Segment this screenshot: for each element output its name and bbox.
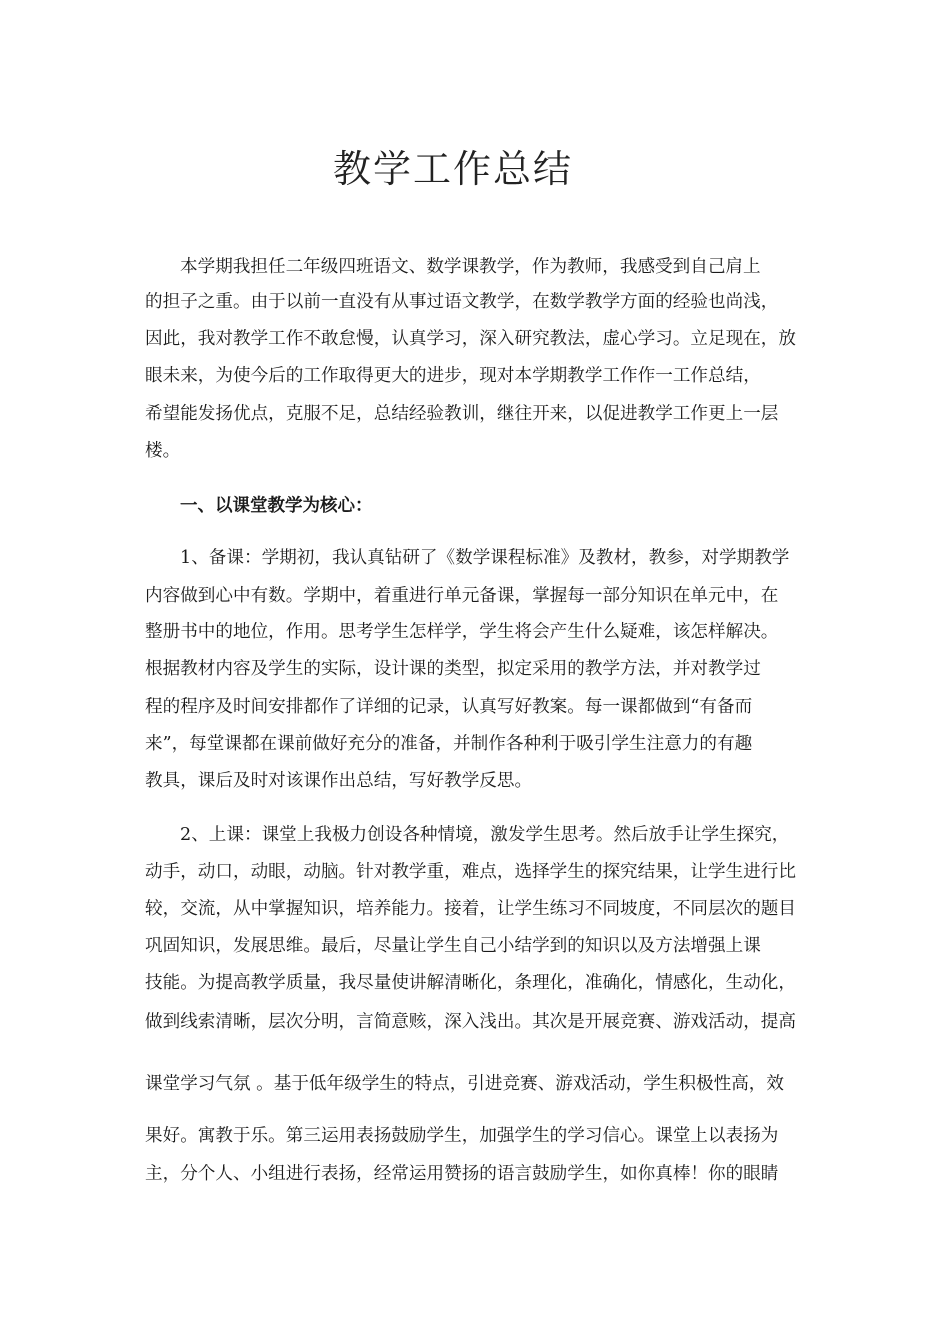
paragraph-line: 较，交流，从中掌握知识，培养能力。接着，让学生练习不同坡度，不同层次的题目 <box>145 899 796 919</box>
paragraph-line: 楼。 <box>145 441 181 461</box>
paragraph-line: 来”，每堂课都在课前做好充分的准备，并制作各种利于吸引学生注意力的有趣 <box>145 734 753 754</box>
paragraph-line: 技能。为提高教学质量，我尽量使讲解清晰化，条理化，准确化，情感化，生动化， <box>145 973 796 993</box>
paragraph-line: 教具，课后及时对该课作出总结，写好教学反思。 <box>145 771 533 791</box>
paragraph-line: 根据教材内容及学生的实际，设计课的类型，拟定采用的教学方法，并对教学过 <box>145 659 761 679</box>
paragraph-line: 主，分个人、小组进行表扬，经常运用赞扬的语言鼓励学生，如你真棒！你的眼睛 <box>145 1164 779 1184</box>
paragraph-line: 果好。寓教于乐。第三运用表扬鼓励学生，加强学生的学习信心。课堂上以表扬为 <box>145 1126 779 1146</box>
paragraph-line: 整册书中的地位，作用。思考学生怎样学，学生将会产生什么疑难，该怎样解决。 <box>145 622 779 642</box>
paragraph-line: 因此，我对教学工作不敢怠慢，认真学习，深入研究教法，虚心学习。立足现在，放 <box>145 329 796 349</box>
paragraph-line: 2、上课：课堂上我极力创设各种情境，激发学生思考。然后放手让学生探究， <box>180 825 790 845</box>
paragraph-line: 课堂学习气氛 。基于低年级学生的特点，引进竞赛、游戏活动，学生积极性高，效 <box>145 1074 784 1094</box>
paragraph-line: 程的程序及时间安排都作了详细的记录，认真写好教案。每一课都做到“有备而 <box>145 697 753 717</box>
paragraph-line: 本学期我担任二年级四班语文、数学课教学，作为教师，我感受到自己肩上 <box>180 257 761 277</box>
paragraph-line: 的担子之重。由于以前一直没有从事过语文教学，在数学教学方面的经验也尚浅， <box>145 292 779 312</box>
paragraph-line: 1、备课：学期初，我认真钻研了《数学课程标准》及教材，教参，对学期教学 <box>180 548 790 568</box>
paragraph-line: 内容做到心中有数。学期中，着重进行单元备课，掌握每一部分知识在单元中，在 <box>145 586 779 606</box>
paragraph-line: 巩固知识，发展思维。最后，尽量让学生自己小结学到的知识以及方法增强上课 <box>145 936 761 956</box>
section-heading: 一、以课堂教学为核心： <box>180 496 373 516</box>
paragraph-line: 做到线索清晰，层次分明，言简意赅，深入浅出。其次是开展竞赛、游戏活动，提高 <box>145 1012 796 1032</box>
paragraph-line: 希望能发扬优点，克服不足，总结经验教训，继往开来，以促进教学工作更上一层 <box>145 404 779 424</box>
paragraph-line: 动手，动口，动眼，动脑。针对教学重，难点，选择学生的探究结果，让学生进行比 <box>145 862 796 882</box>
document-title: 教学工作总结 <box>332 147 573 191</box>
paragraph-line: 眼未来，为使今后的工作取得更大的进步，现对本学期教学工作作一工作总结， <box>145 366 761 386</box>
